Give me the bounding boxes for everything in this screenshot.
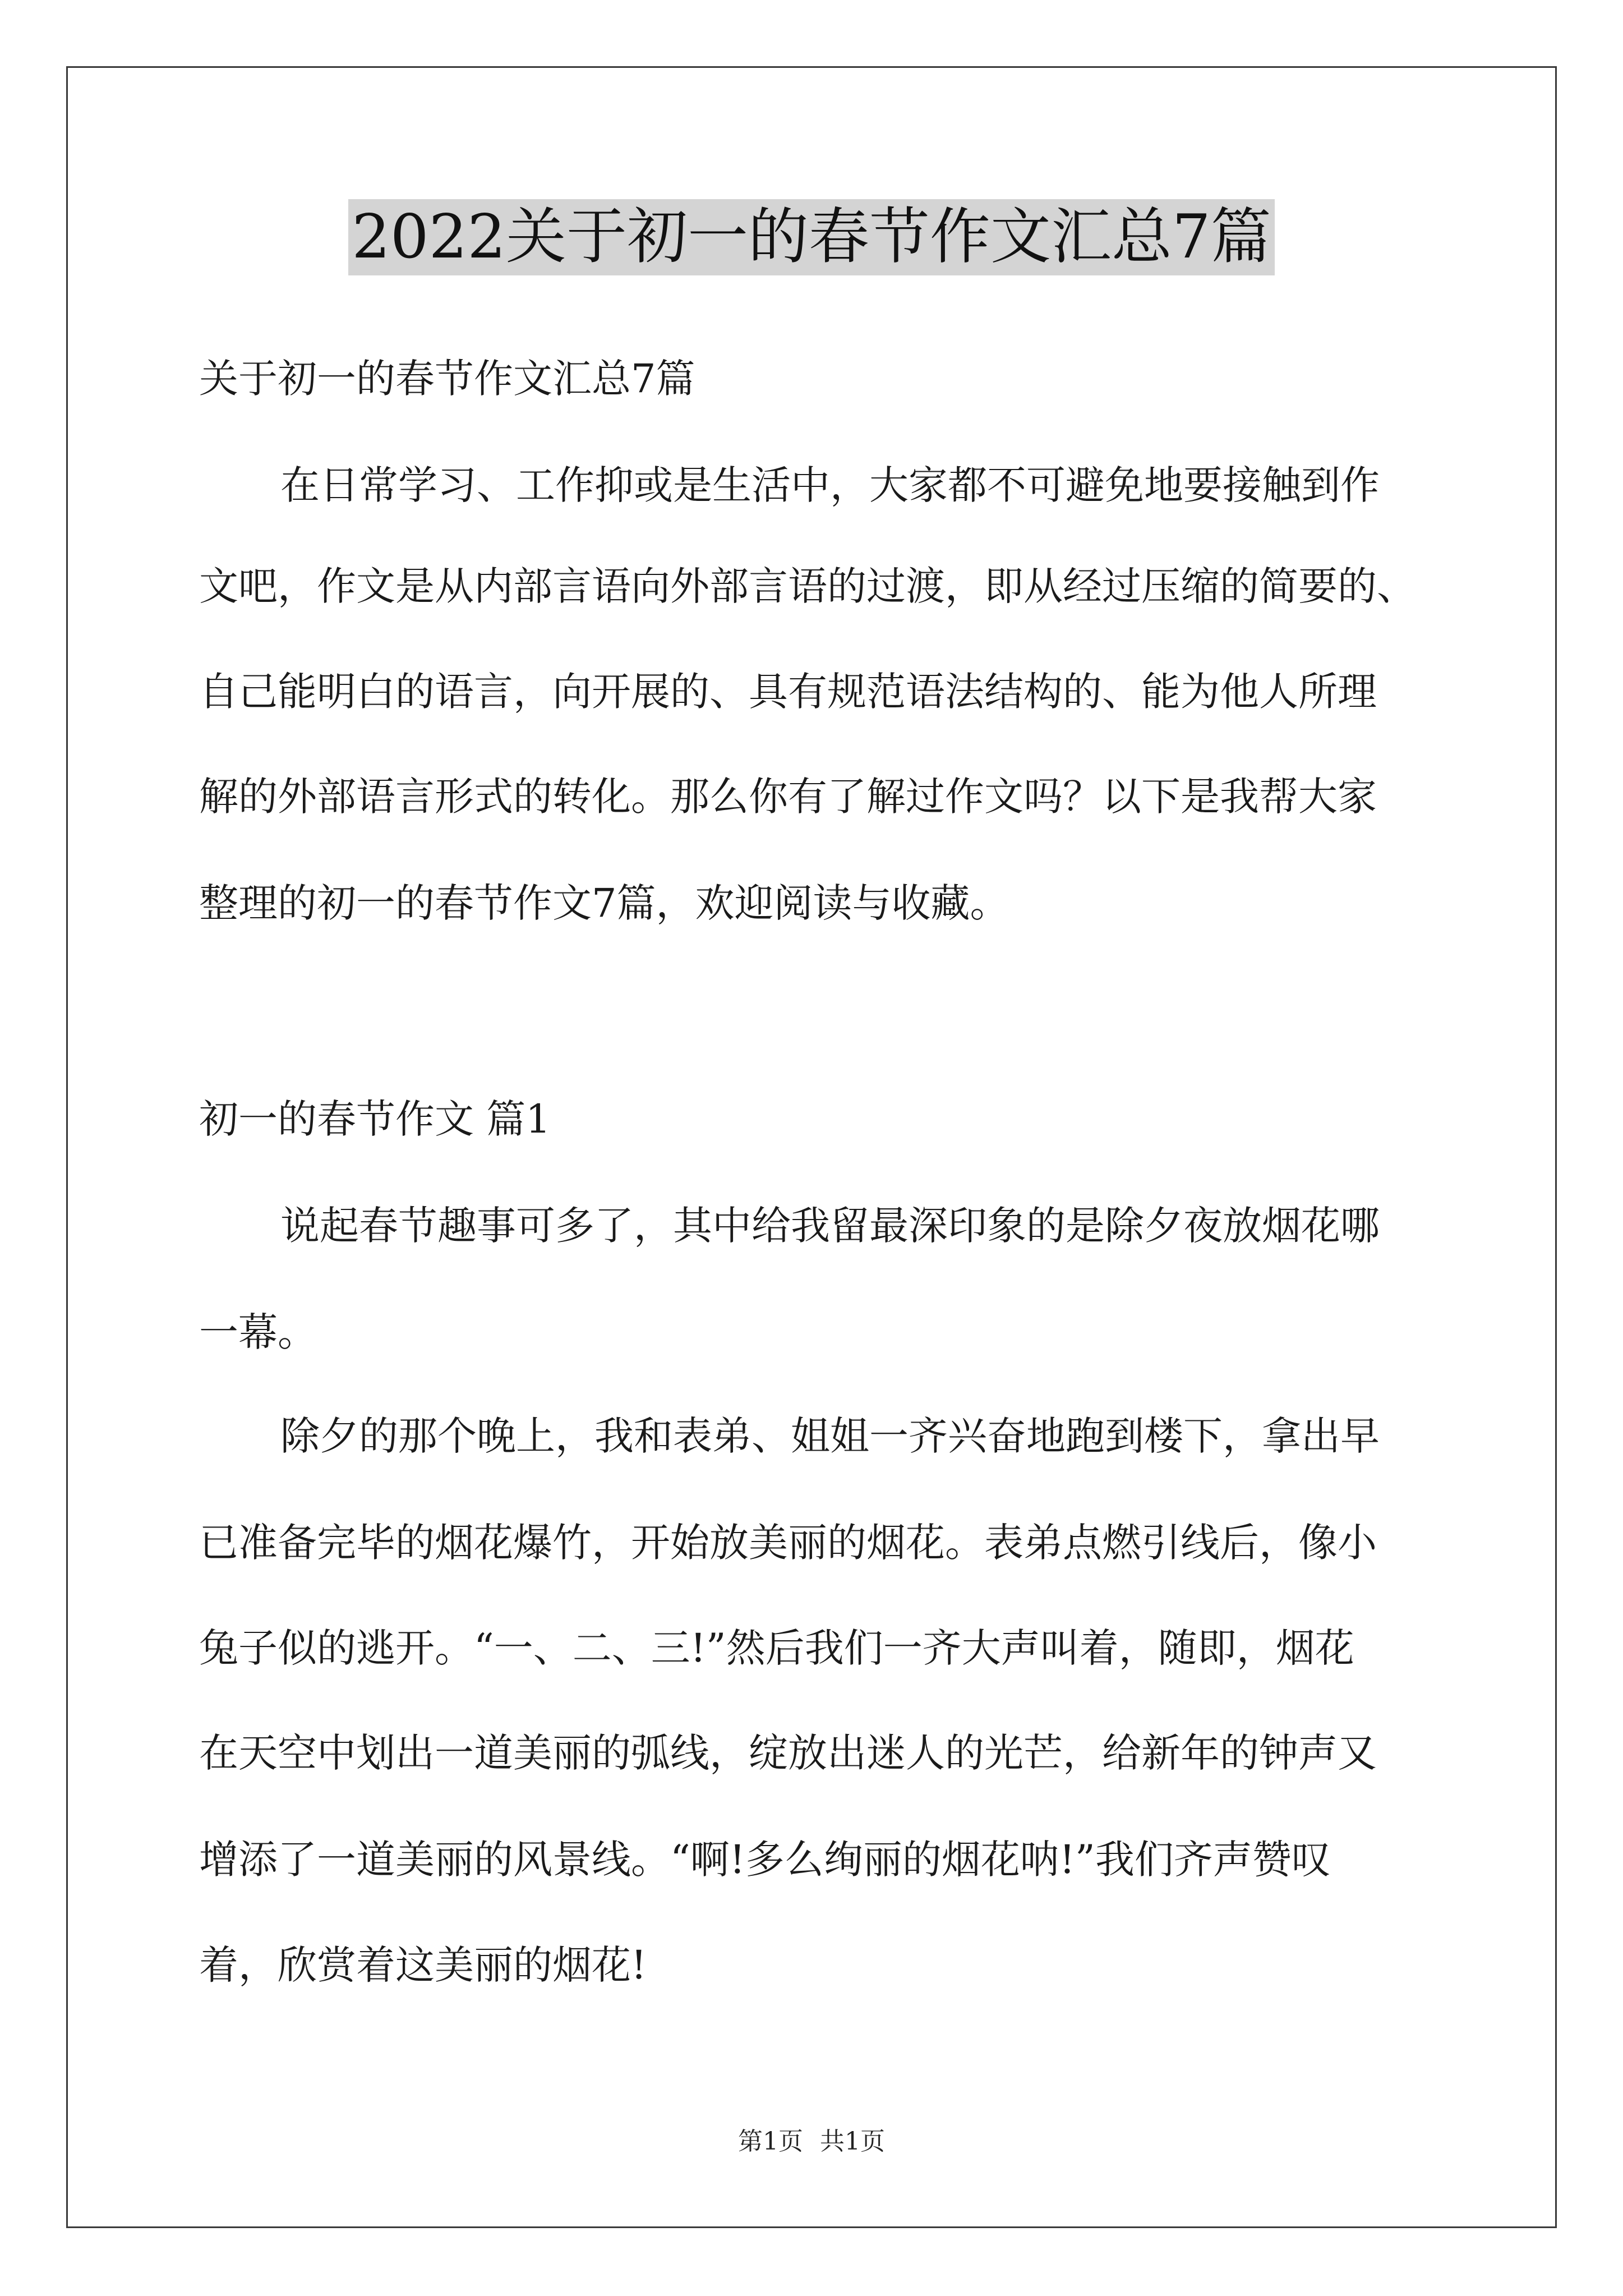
paragraph-line: 在天空中划出一道美丽的弧线，绽放出迷人的光芒，给新年的钟声又 xyxy=(199,1730,1377,1776)
paragraph-line: 已准备完毕的烟花爆竹，开始放美丽的烟花。表弟点燃引线后，像小 xyxy=(199,1520,1377,1566)
title-container xyxy=(0,199,1623,275)
paragraph-line: 兔子似的逃开。“一、二、三!”然后我们一齐大声叫着，随即，烟花 xyxy=(199,1625,1354,1671)
paragraph-line: 增添了一道美丽的风景线。“啊!多么绚丽的烟花呐!”我们齐声赞叹 xyxy=(199,1837,1331,1883)
document-subtitle: 关于初一的春节作文汇总7篇 xyxy=(199,356,695,402)
intro-line: 解的外部语言形式的转化。那么你有了解过作文吗？以下是我帮大家 xyxy=(199,774,1377,820)
paragraph-line: 一幕。 xyxy=(199,1309,317,1355)
page-number: 第1页 xyxy=(738,2127,803,2156)
intro-line: 在日常学习、工作抑或是生活中，大家都不可避免地要接触到作 xyxy=(280,462,1380,508)
intro-line: 自己能明白的语言，向开展的、具有规范语法结构的、能为他人所理 xyxy=(199,669,1377,715)
paragraph-line: 着，欣赏着这美丽的烟花! xyxy=(199,1942,647,1988)
intro-line: 整理的初一的春节作文7篇，欢迎阅读与收藏。 xyxy=(199,880,1009,926)
paragraph-line: 说起春节趣事可多了，其中给我留最深印象的是除夕夜放烟花哪 xyxy=(280,1203,1380,1249)
section-heading: 初一的春节作文 篇1 xyxy=(199,1096,551,1142)
intro-line: 文吧，作文是从内部言语向外部言语的过渡，即从经过压缩的简要的、 xyxy=(199,563,1416,609)
page-footer xyxy=(0,2126,1623,2157)
paragraph-line: 除夕的那个晚上，我和表弟、姐姐一齐兴奋地跑到楼下，拿出早 xyxy=(280,1413,1380,1459)
document-title: 2022关于初一的春节作文汇总7篇 xyxy=(348,199,1275,275)
total-pages: 共1页 xyxy=(820,2127,885,2156)
